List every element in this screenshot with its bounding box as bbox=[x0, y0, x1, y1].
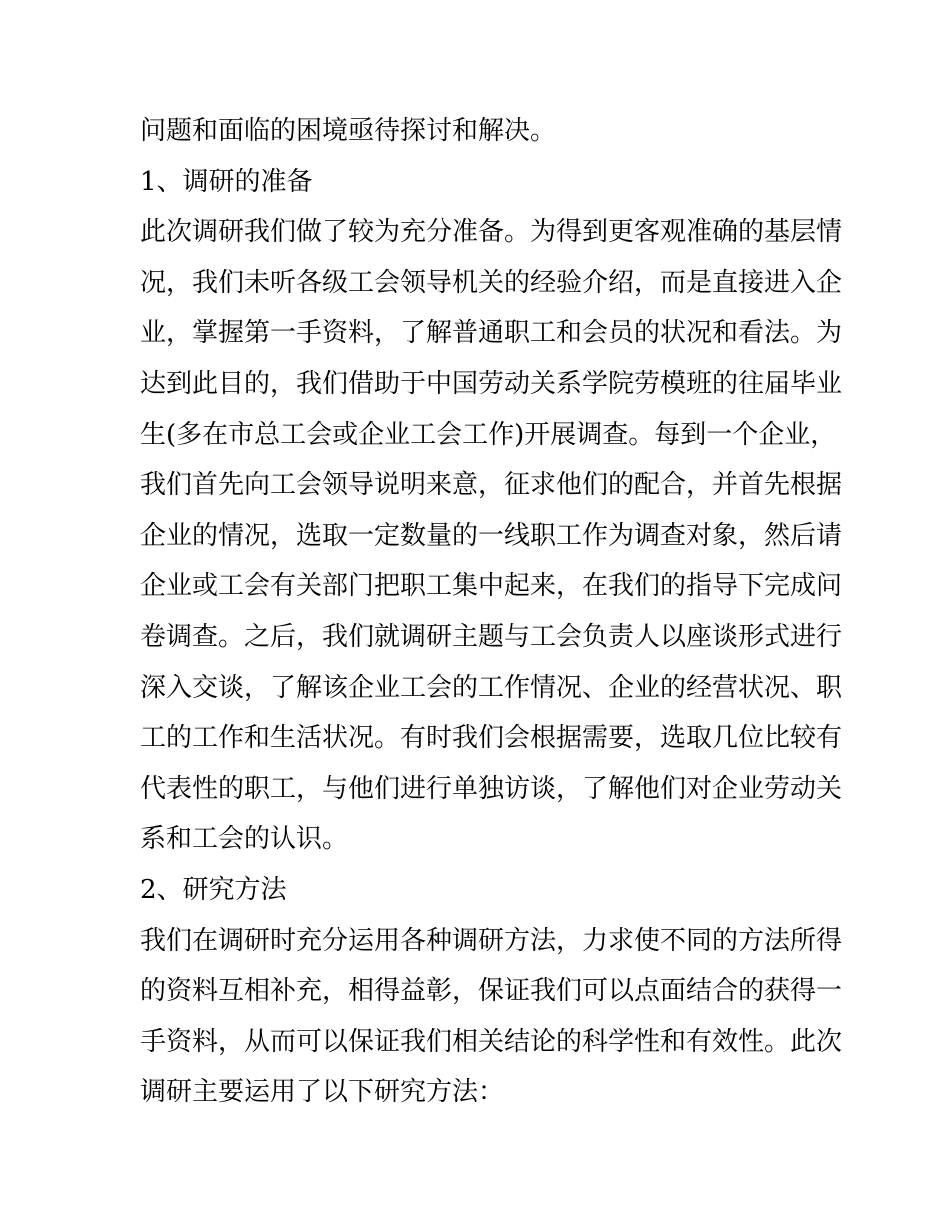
paragraph-line: 我们首先向工会领导说明来意，征求他们的配合，并首先根据 bbox=[140, 470, 843, 501]
paragraph-line: 业，掌握第一手资料，了解普通职工和会员的状况和看法。为 bbox=[140, 318, 843, 349]
section-heading-methods: 2、研究方法 bbox=[140, 874, 287, 905]
paragraph-line: 调研主要运用了以下研究方法： bbox=[140, 1077, 505, 1108]
paragraph-line: 深入交谈，了解该企业工会的工作情况、企业的经营状况、职 bbox=[140, 672, 843, 703]
paragraph-line: 手资料，从而可以保证我们相关结论的科学性和有效性。此次 bbox=[140, 1026, 843, 1057]
paragraph-line: 问题和面临的困境亟待探讨和解决。 bbox=[140, 116, 557, 146]
paragraph-line: 我们在调研时充分运用各种调研方法，力求使不同的方法所得 bbox=[140, 925, 843, 956]
paragraph-line: 代表性的职工，与他们进行单独访谈，了解他们对企业劳动关 bbox=[140, 773, 843, 804]
paragraph-line: 企业的情况，选取一定数量的一线职工作为调查对象，然后请 bbox=[140, 520, 843, 551]
paragraph-line: 此次调研我们做了较为充分准备。为得到更客观准确的基层情 bbox=[140, 217, 843, 248]
paragraph-line: 生(多在市总工会或企业工会工作)开展调查。每到一个企业， bbox=[140, 419, 837, 450]
paragraph-line: 企业或工会有关部门把职工集中起来，在我们的指导下完成问 bbox=[140, 571, 843, 602]
paragraph-line: 达到此目的，我们借助于中国劳动关系学院劳模班的往届毕业 bbox=[140, 368, 843, 399]
paragraph-line: 工的工作和生活状况。有时我们会根据需要，选取几位比较有 bbox=[140, 723, 843, 754]
paragraph-line: 系和工会的认识。 bbox=[140, 824, 349, 855]
paragraph-line: 的资料互相补充，相得益彰，保证我们可以点面结合的获得一 bbox=[140, 976, 843, 1007]
paragraph-line: 况，我们未听各级工会领导机关的经验介绍，而是直接进入企 bbox=[140, 267, 843, 298]
section-heading-preparation: 1、调研的准备 bbox=[140, 166, 313, 197]
paragraph-line: 卷调查。之后，我们就调研主题与工会负责人以座谈形式进行 bbox=[140, 621, 843, 652]
document-body bbox=[140, 106, 843, 1118]
